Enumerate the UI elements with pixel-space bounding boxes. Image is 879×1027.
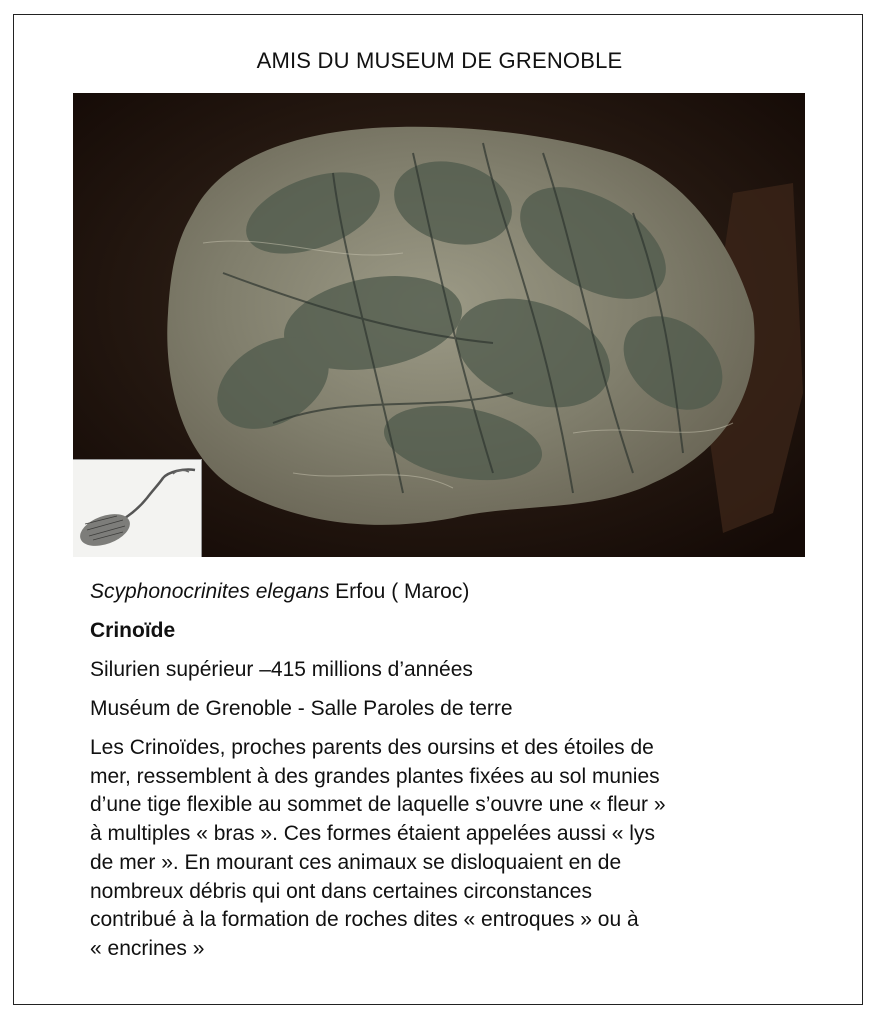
description-paragraph [90,734,790,964]
crinoid-illustration-inset [73,459,202,557]
species-name: Scyphonocrinites elegans [90,580,330,603]
specimen-name [90,579,790,605]
fossil-photo [73,93,805,557]
description-line: Les Crinoïdes, proches parents des oursins et des étoiles de [90,736,654,759]
description-line: contribué à la formation de roches dites « entroques » ou à [90,908,639,932]
description-line: mer, ressemblent à des grandes plantes fixées au sol munies [90,764,660,788]
specimen-location: Muséum de Grenoble - Salle Paroles de terre [90,697,513,720]
description-line: « encrines » [90,936,205,960]
description-line: de mer ». En mourant ces animaux se disloquaient en de [90,850,622,874]
description-line: à multiples « bras ». Ces formes étaient appelées aussi « lys [90,822,655,846]
description-line: d’une tige flexible au sommet de laquelle s’ouvre une « fleur » [90,793,666,817]
page-title: AMIS DU MUSEUM DE GRENOBLE [256,48,623,73]
specimen-group: Crinoïde [90,619,176,642]
specimen-age: Silurien supérieur –415 millions d’années [90,658,473,681]
locality: Erfou ( Maroc) [329,580,470,603]
crinoid-drawing [73,460,201,557]
description-line: nombreux débris qui ont dans certaines circonstances [90,879,592,903]
